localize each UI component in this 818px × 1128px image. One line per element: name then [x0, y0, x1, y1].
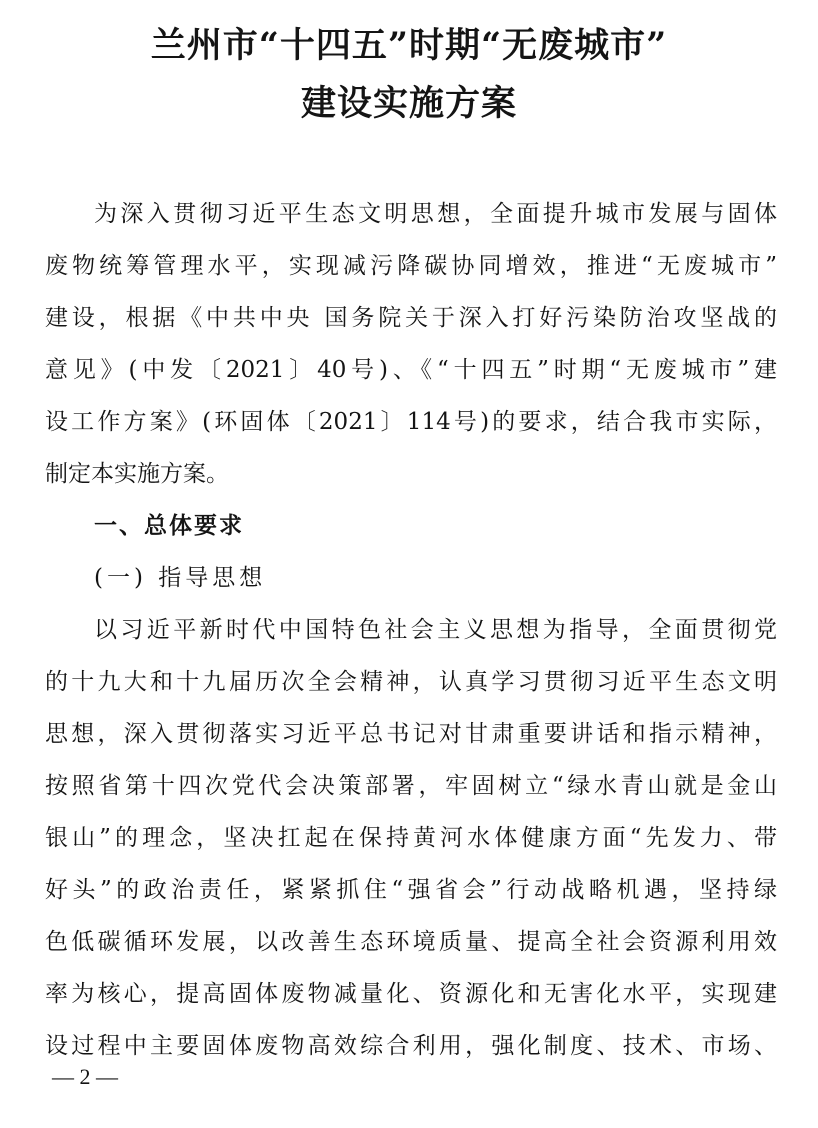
body-text-line: 银山”的理念，坚决扛起在保持黄河水体健康方面“先发力、带: [45, 825, 777, 851]
intro-text-line: 废物统筹管理水平，实现减污降碳协同增效，推进“无废城市”: [45, 253, 777, 279]
body-text-line: 色低碳循环发展，以改善生态环境质量、提高全社会资源利用效: [45, 929, 777, 955]
body-text-line: 按照省第十四次党代会决策部署，牢固树立“绿水青山就是金山: [45, 773, 777, 799]
section-heading: 一、总体要求: [94, 513, 244, 539]
intro-text-line: 为深入贯彻习近平生态文明思想，全面提升城市发展与固体: [94, 201, 777, 227]
body-text-line: 好头”的政治责任，紧紧抓住“强省会”行动战略机遇，坚持绿: [45, 877, 777, 903]
body-text-line: 以习近平新时代中国特色社会主义思想为指导，全面贯彻党: [94, 617, 777, 643]
intro-text-line: 建设，根据《中共中央 国务院关于深入打好污染防治攻坚战的: [45, 305, 777, 331]
body-text-line: 设过程中主要固体废物高效综合利用，强化制度、技术、市场、: [45, 1033, 777, 1059]
subsection-heading: (一) 指导思想: [94, 565, 267, 591]
intro-text-line: 设工作方案》(环固体〔2021〕114号)的要求，结合我市实际，: [45, 409, 777, 435]
page-number: — 2 —: [52, 1064, 118, 1089]
document-title-line-1: 兰州市“十四五”时期“无废城市”: [150, 25, 668, 66]
body-text-line: 率为核心，提高固体废物减量化、资源化和无害化水平，实现建: [45, 981, 777, 1007]
body-text-line: 思想，深入贯彻落实习近平总书记对甘肃重要讲话和指示精神，: [45, 721, 777, 747]
document-title-line-2: 建设实施方案: [300, 83, 517, 124]
intro-text-line: 制定本实施方案。: [45, 461, 229, 487]
body-text-line: 的十九大和十九届历次全会精神，认真学习贯彻习近平生态文明: [45, 669, 777, 695]
intro-text-line: 意见》(中发〔2021〕40号)、《“十四五”时期“无废城市”建: [45, 357, 777, 383]
